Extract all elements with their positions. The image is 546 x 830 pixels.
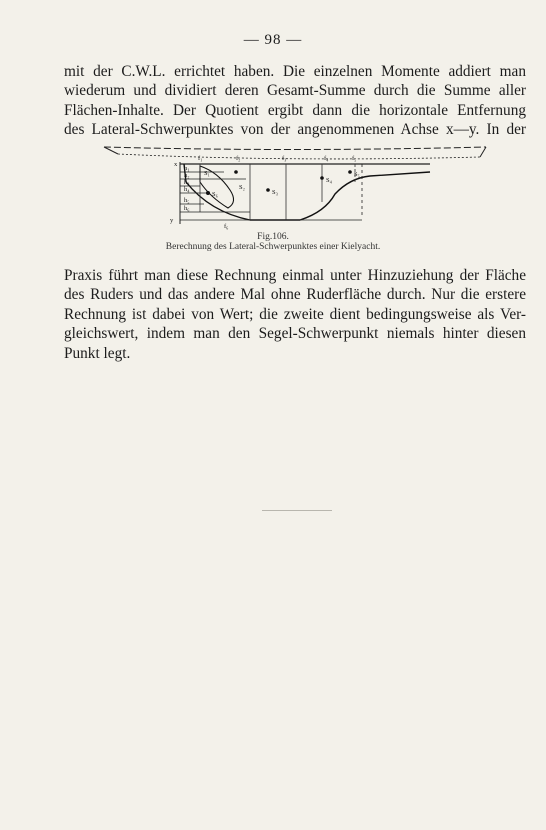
label-f1: f₁ [198, 155, 203, 162]
label-s6: S₆ [212, 191, 218, 198]
text-line: mit der C.W.L. errichtet haben. Die einzelnen Momente addiert man [64, 63, 526, 80]
label-s5: S₅ [354, 171, 360, 178]
label-s1: S₁ [204, 170, 210, 177]
centroid-point [348, 170, 352, 174]
centroid-point [266, 188, 270, 192]
label-h5: h₅ [184, 197, 190, 204]
label-s4: S₄ [326, 177, 332, 184]
bottom-rule [262, 510, 332, 511]
label-x: x [174, 161, 178, 168]
label-s3: S₃ [272, 189, 278, 196]
figure-number: Fig.106. [257, 232, 289, 242]
keel-yacht-diagram [100, 142, 492, 232]
text-line: Flächen-Inhalte. Der Quotient ergibt dann die horizontale Entfernung [64, 101, 526, 119]
label-f4: f₄ [324, 155, 329, 162]
label-f5: f₅ [352, 155, 357, 162]
label-h4: h₄ [184, 186, 190, 193]
text-line: Punkt legt. [64, 344, 131, 362]
centroid-point [320, 176, 324, 180]
centroid-point [234, 170, 238, 174]
label-h6: h₆ [184, 205, 190, 212]
text-line: Praxis führt man diese Rechnung einmal unter Hinzuziehung der Fläche [64, 267, 526, 284]
label-s2: S₂ [239, 184, 245, 191]
label-h2: h₂ [184, 172, 190, 179]
centroid-point [206, 191, 210, 195]
deck-line [104, 147, 486, 150]
waterline [118, 154, 480, 159]
text-line: gleichswert, indem man den Segel-Schwerpunkt niemals hinter diesen [64, 325, 526, 343]
label-h1: h₁ [184, 165, 190, 172]
bow-line [480, 147, 486, 157]
page-number: — 98 — [243, 32, 303, 48]
label-f3: f₃ [282, 155, 287, 162]
label-h3: h₃ [184, 179, 190, 186]
label-y: y [170, 217, 174, 224]
text-line: des Lateral-Schwerpunktes von der angenommenen Achse x—y. In der [64, 121, 526, 139]
paragraph-2 [64, 266, 526, 363]
figure-caption: Berechnung des Lateral-Schwerpunktes einer Kielyacht. [165, 242, 381, 252]
text-line: Rechnung ist dabei von Wert; die zweite dient bedingungsweise als Ver- [64, 305, 526, 323]
stern-line [104, 147, 118, 154]
label-f2: f₂ [236, 155, 241, 162]
text-line: wiederum und dividiert deren Gesamt-Summe durch die Summe aller [64, 82, 526, 100]
text-line: des Ruders und das andere Mal ohne Ruderfläche durch. Nur die erstere [64, 286, 526, 304]
paragraph-1 [64, 62, 526, 140]
label-f6: f₆ [224, 223, 229, 230]
